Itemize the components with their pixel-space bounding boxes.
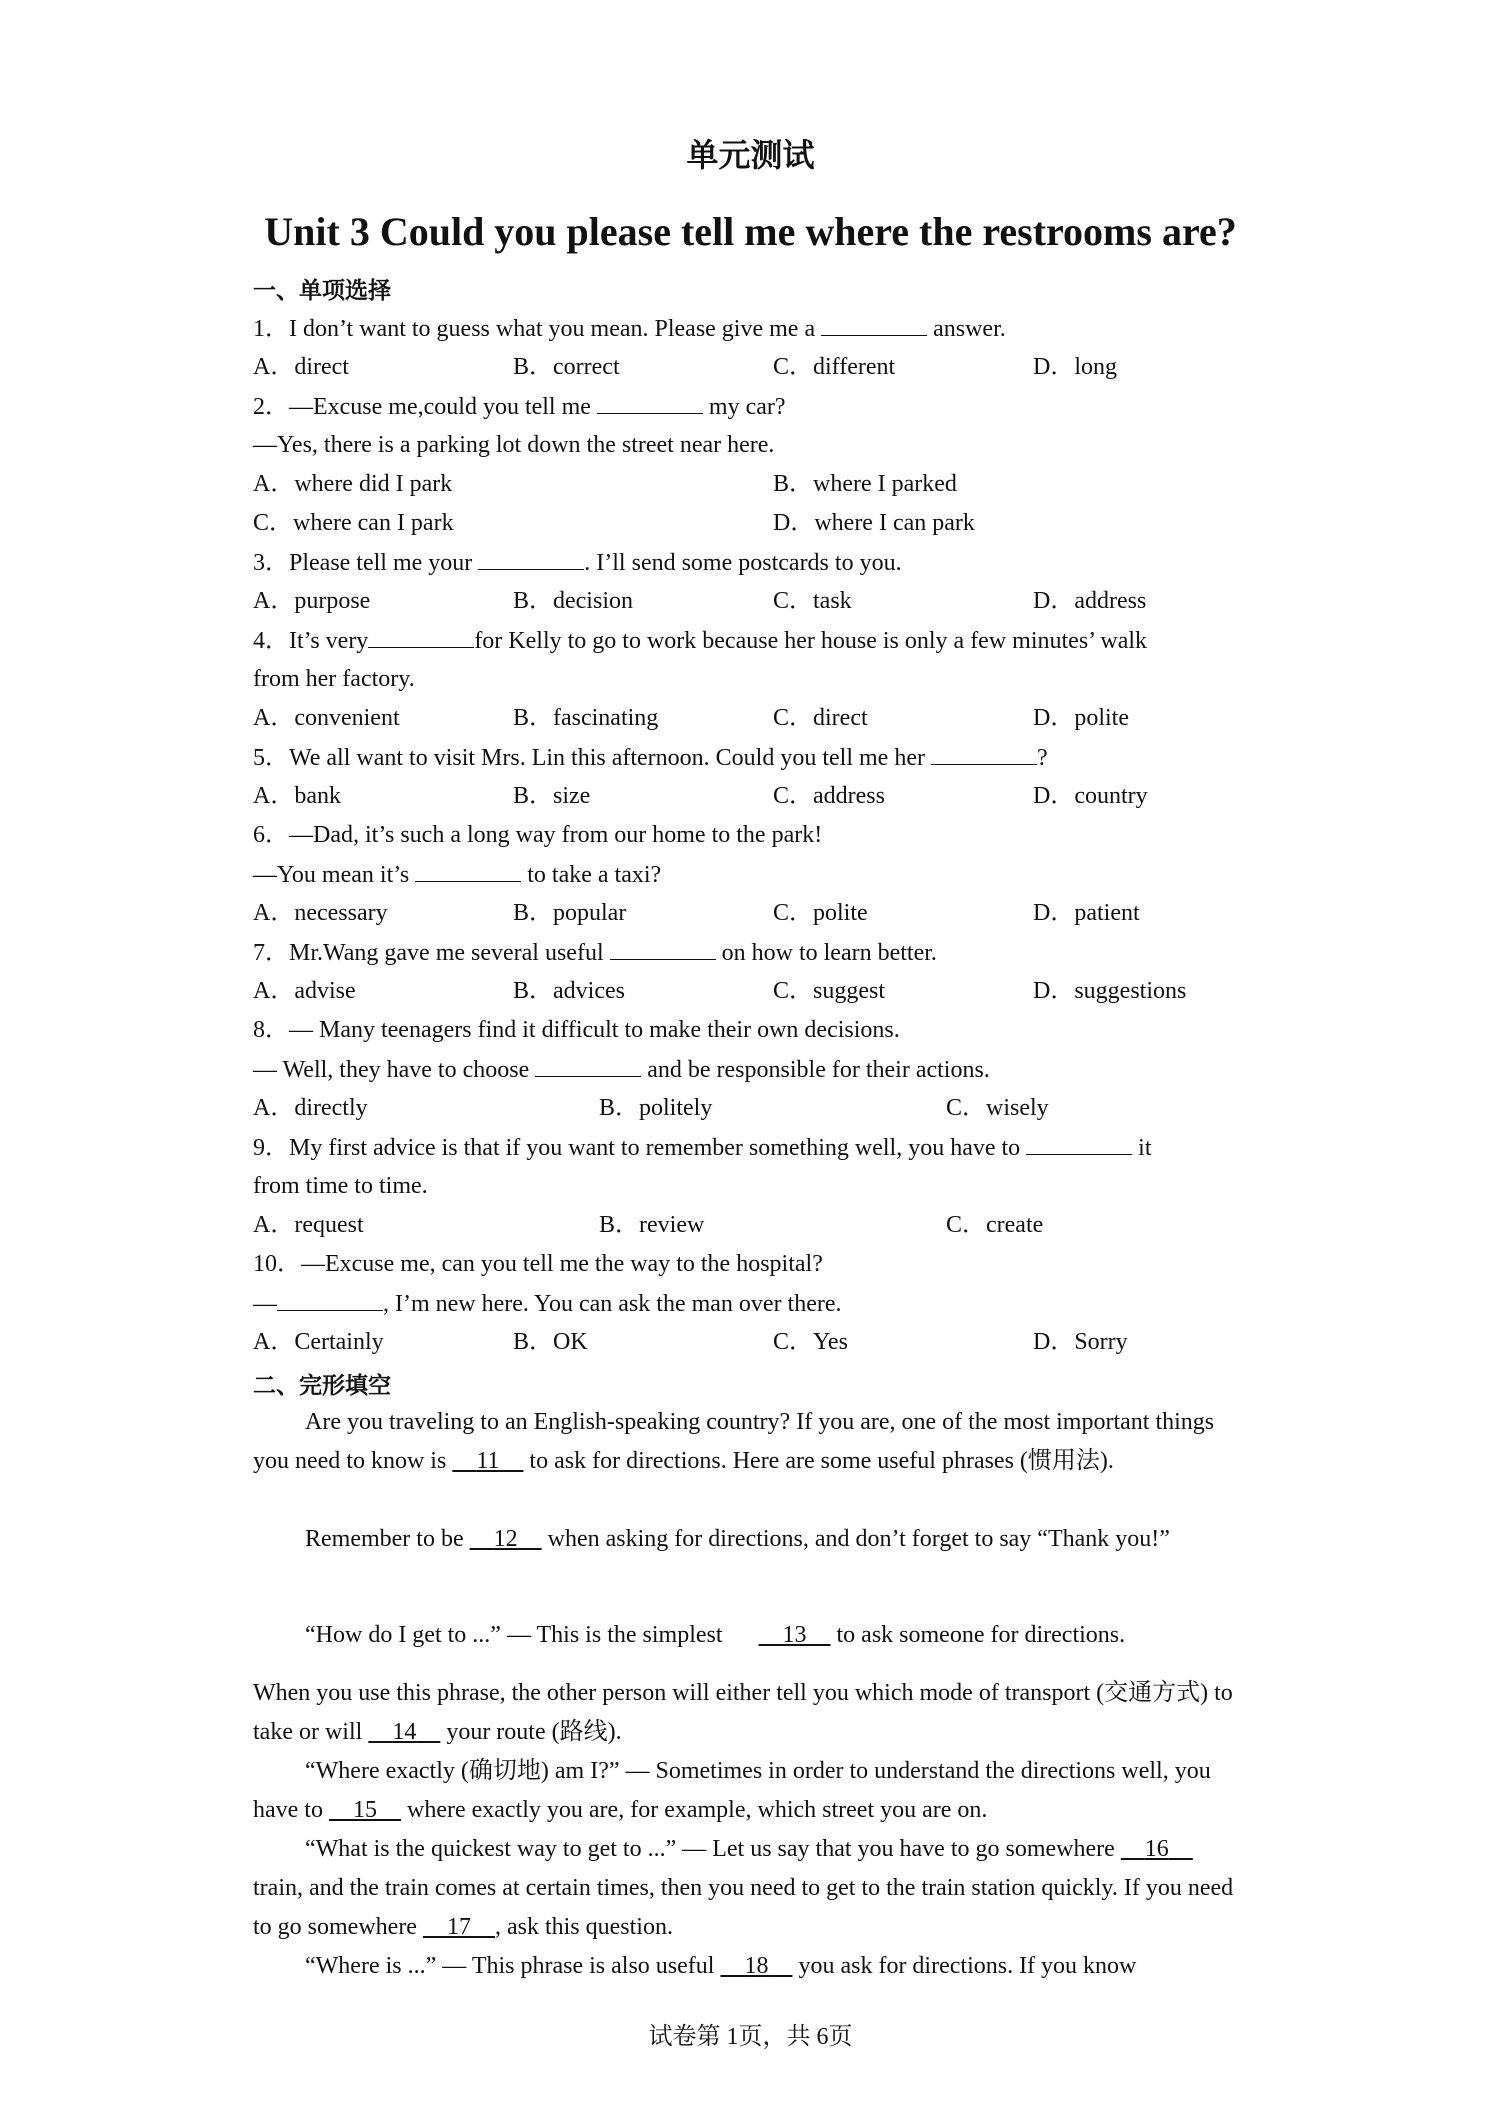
cloze-blank-16: 16 bbox=[1144, 1836, 1169, 1862]
q7-option-a: A．advise bbox=[253, 978, 356, 1004]
q5-option-a: A．bank bbox=[253, 783, 341, 809]
q2-option-d: D．where I can park bbox=[773, 510, 975, 536]
answer-blank bbox=[277, 1288, 383, 1311]
q6-option-a: A．necessary bbox=[253, 900, 388, 926]
cloze-paragraph-3: “How do I get to ...” — This is the simplest 13 to ask someone for directions. bbox=[305, 1622, 1126, 1648]
q9-option-c: C．create bbox=[946, 1212, 1044, 1238]
answer-blank bbox=[610, 937, 716, 960]
question-4: 4．It’s very for Kelly to go to work because her house is only a few minutes’ walk bbox=[253, 625, 1147, 656]
cloze-paragraph-4: When you use this phrase, the other person will either tell you which mode of transport (交通方式) to take or will 14 your route (路线). bbox=[253, 1680, 1233, 1745]
question-8-reply: — Well, they have to choose and be responsible for their actions. bbox=[253, 1054, 990, 1085]
q2-option-a: A．where did I park bbox=[253, 471, 453, 497]
q10-option-c: C．Yes bbox=[773, 1329, 848, 1355]
question-6-reply: —You mean it’s to take a taxi? bbox=[253, 859, 661, 890]
q8-option-b: B．politely bbox=[599, 1095, 713, 1121]
section-heading-choice: 一、单项选择 bbox=[253, 278, 391, 304]
cloze-blank-15: 15 bbox=[352, 1797, 377, 1823]
q6-option-d: D．patient bbox=[1033, 900, 1140, 926]
question-2: 2．—Excuse me,could you tell me my car? bbox=[253, 391, 786, 422]
q8-option-c: C．wisely bbox=[946, 1095, 1049, 1121]
question-10: 10．—Excuse me, can you tell me the way to the hospital? bbox=[253, 1251, 823, 1277]
q4-option-a: A．convenient bbox=[253, 705, 400, 731]
cloze-blank-18: 18 bbox=[744, 1953, 769, 1979]
cloze-paragraph-5: “Where exactly (确切地) am I?” — Sometimes in order to understand the directions well, you have to 15 where exactly you are, for example, which street you are on. bbox=[253, 1758, 1211, 1823]
q8-option-a: A．directly bbox=[253, 1095, 368, 1121]
cloze-blank-13: 13 bbox=[782, 1622, 807, 1648]
answer-blank bbox=[821, 313, 927, 336]
question-1: 1．I don’t want to guess what you mean. Please give me a answer. bbox=[253, 313, 1006, 344]
q3-option-d: D．address bbox=[1033, 588, 1147, 614]
answer-blank bbox=[931, 742, 1037, 765]
question-5: 5．We all want to visit Mrs. Lin this afternoon. Could you tell me her ? bbox=[253, 742, 1048, 773]
answer-blank bbox=[478, 547, 584, 570]
q1-option-d: D．long bbox=[1033, 354, 1117, 380]
q3-option-b: B．decision bbox=[513, 588, 633, 614]
cloze-blank-14: 14 bbox=[392, 1719, 417, 1745]
page-title: 单元测试 bbox=[686, 136, 815, 174]
cloze-paragraph-7: “Where is ...” — This phrase is also useful 18 you ask for directions. If you know bbox=[305, 1953, 1137, 1979]
q5-option-b: B．size bbox=[513, 783, 591, 809]
q4-option-c: C．direct bbox=[773, 705, 868, 731]
question-9-continued: from time to time. bbox=[253, 1173, 428, 1199]
answer-blank bbox=[368, 625, 474, 648]
q10-option-a: A．Certainly bbox=[253, 1329, 384, 1355]
q5-option-d: D．country bbox=[1033, 783, 1148, 809]
q10-option-d: D．Sorry bbox=[1033, 1329, 1128, 1355]
cloze-paragraph-6: “What is the quickest way to get to ...” — Let us say that you have to go somewhere 16 train, and the train comes at certain times, then you need to get to the train station quickly. If you need to go somewhere 17 , ask this question. bbox=[253, 1836, 1234, 1940]
q4-option-d: D．polite bbox=[1033, 705, 1129, 731]
cloze-paragraph-2: Remember to be 12 when asking for directions, and don’t forget to say “Thank you!” bbox=[305, 1526, 1170, 1552]
page-footer: 试卷第 1页，共 6页 bbox=[648, 2024, 853, 2050]
question-3: 3．Please tell me your . I’ll send some postcards to you. bbox=[253, 547, 902, 578]
section-heading-cloze: 二、完形填空 bbox=[253, 1373, 391, 1399]
question-9: 9．My first advice is that if you want to remember something well, you have to it bbox=[253, 1132, 1152, 1163]
q6-option-c: C．polite bbox=[773, 900, 868, 926]
question-7: 7．Mr.Wang gave me several useful on how to learn better. bbox=[253, 937, 937, 968]
cloze-blank-17: 17 bbox=[446, 1914, 471, 1940]
q7-option-b: B．advices bbox=[513, 978, 625, 1004]
q10-option-b: B．OK bbox=[513, 1329, 588, 1355]
cloze-blank-12: 12 bbox=[493, 1526, 518, 1552]
q1-option-b: B．correct bbox=[513, 354, 620, 380]
answer-blank bbox=[597, 391, 703, 414]
q9-option-a: A．request bbox=[253, 1212, 364, 1238]
answer-blank bbox=[415, 859, 521, 882]
q5-option-c: C．address bbox=[773, 783, 885, 809]
q3-option-c: C．task bbox=[773, 588, 852, 614]
question-8: 8．— Many teenagers find it difficult to make their own decisions. bbox=[253, 1017, 900, 1043]
q2-option-c: C．where can I park bbox=[253, 510, 454, 536]
cloze-blank-11: 11 bbox=[476, 1448, 500, 1474]
q6-option-b: B．popular bbox=[513, 900, 627, 926]
q1-option-c: C．different bbox=[773, 354, 896, 380]
q9-option-b: B．review bbox=[599, 1212, 705, 1238]
question-10-reply: — , I’m new here. You can ask the man over there. bbox=[253, 1288, 842, 1319]
q7-option-d: D．suggestions bbox=[1033, 978, 1187, 1004]
cloze-paragraph-1: Are you traveling to an English-speaking country? If you are, one of the most important things you need to know is 11 to ask for directions. Here are some useful phrases (惯用法). bbox=[253, 1409, 1215, 1474]
q3-option-a: A．purpose bbox=[253, 588, 371, 614]
answer-blank bbox=[1026, 1132, 1132, 1155]
q2-option-b: B．where I parked bbox=[773, 471, 957, 497]
q1-option-a: A．direct bbox=[253, 354, 349, 380]
question-2-reply: —Yes, there is a parking lot down the street near here. bbox=[253, 432, 775, 458]
q4-option-b: B．fascinating bbox=[513, 705, 659, 731]
question-6: 6．—Dad, it’s such a long way from our home to the park! bbox=[253, 822, 823, 848]
question-4-continued: from her factory. bbox=[253, 666, 415, 692]
q7-option-c: C．suggest bbox=[773, 978, 886, 1004]
unit-title: Unit 3 Could you please tell me where the restrooms are? bbox=[264, 209, 1237, 254]
answer-blank bbox=[535, 1054, 641, 1077]
